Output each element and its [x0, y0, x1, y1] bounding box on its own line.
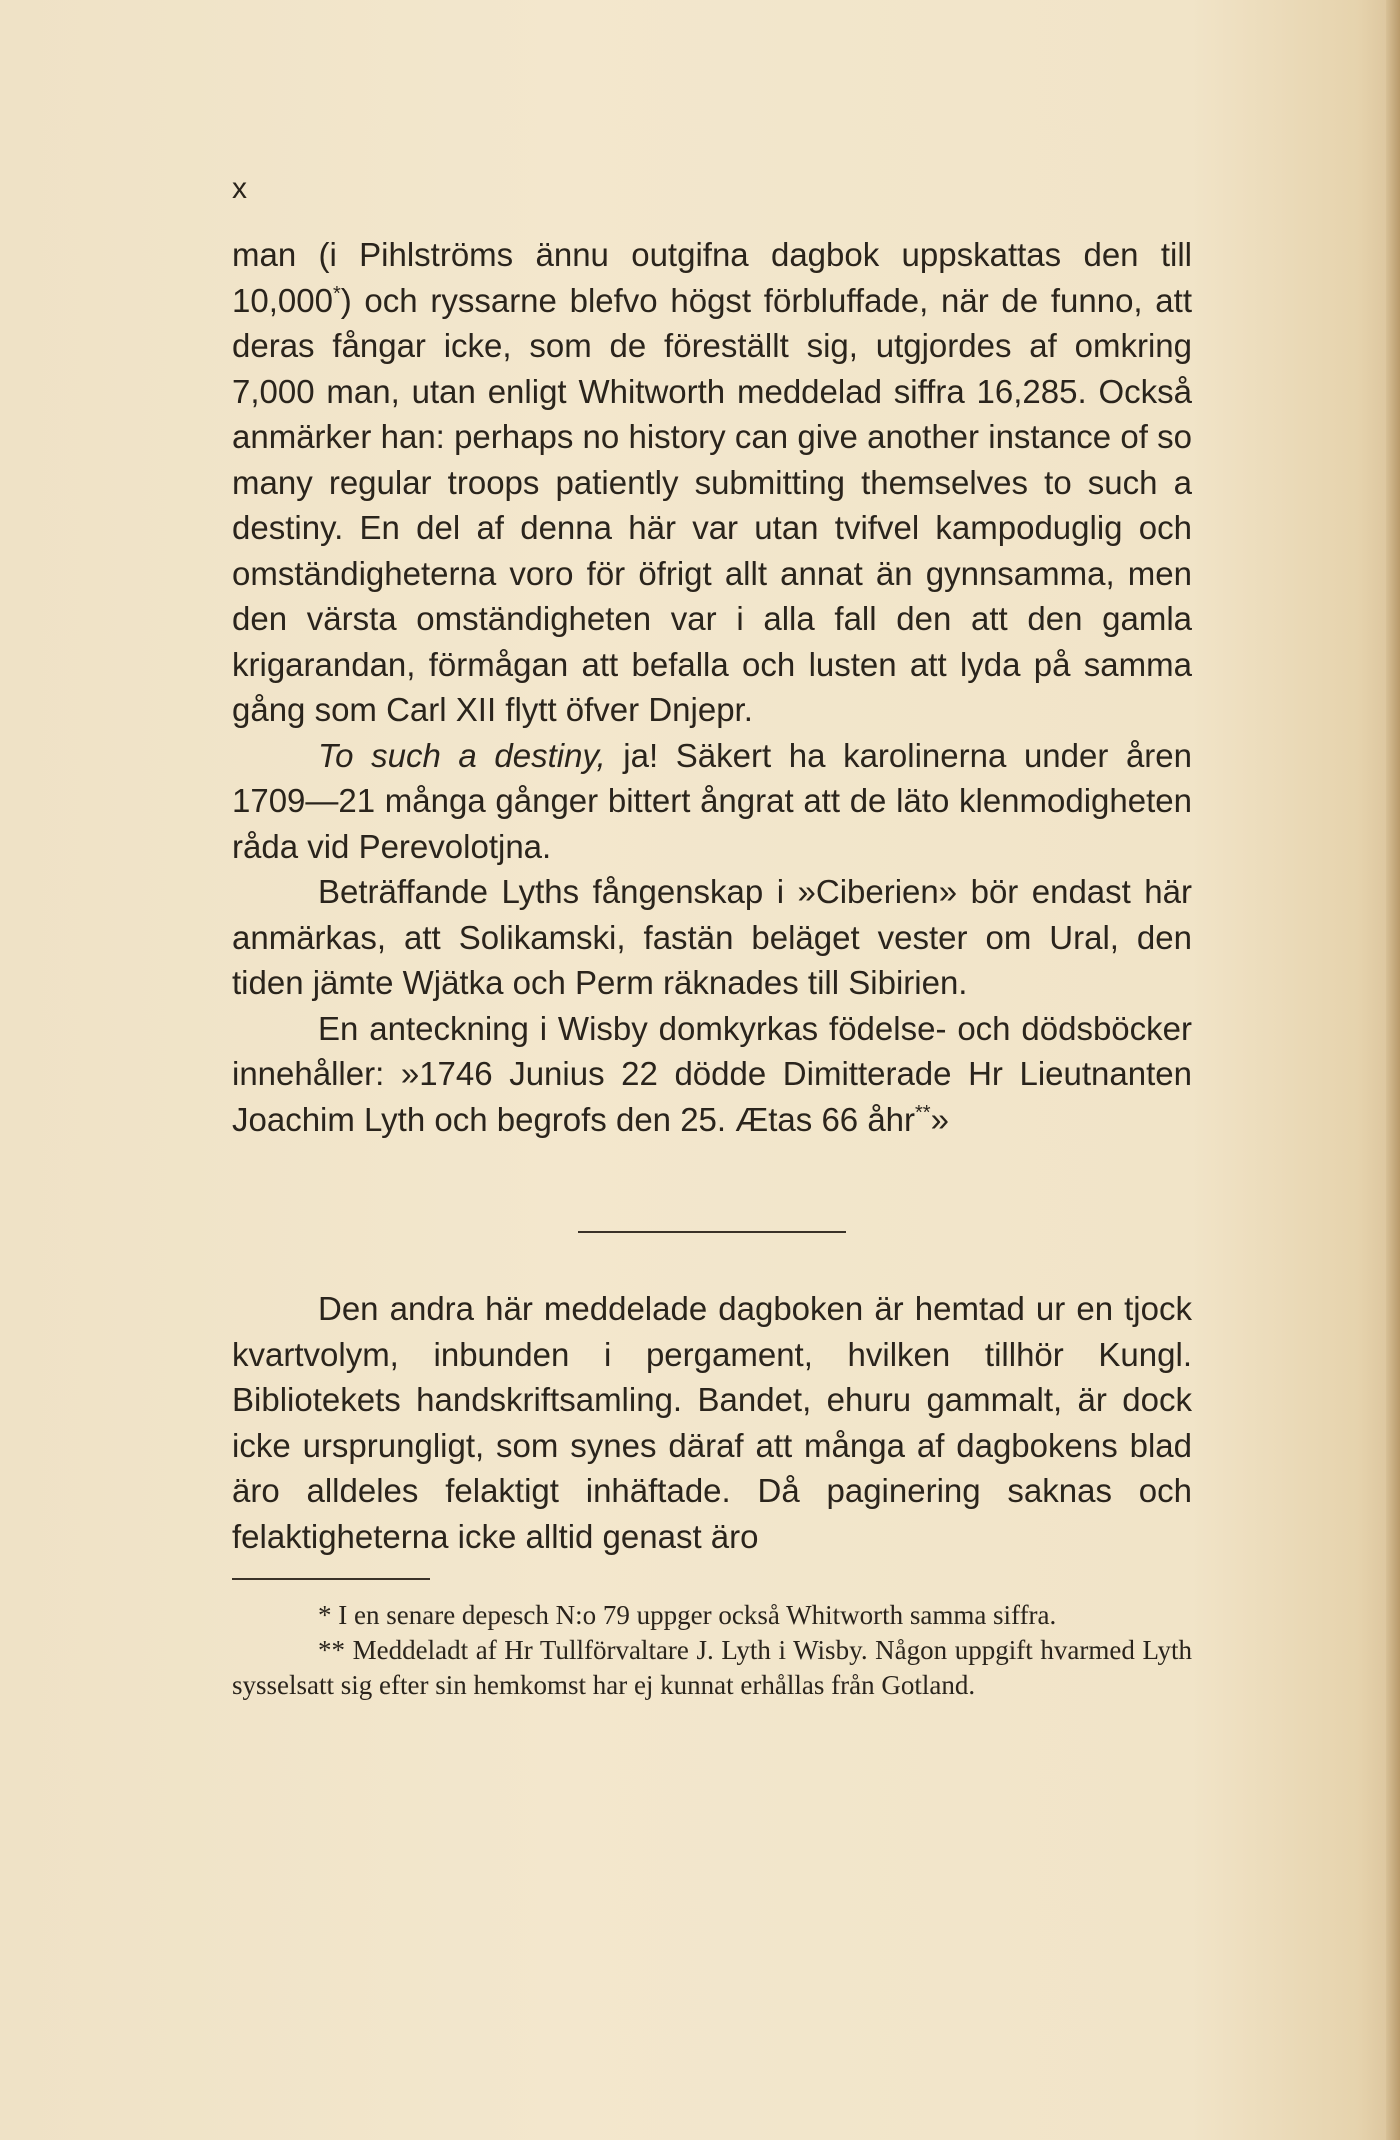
footnote-1: [232, 1598, 1192, 1633]
paragraph-1-start: man (i Pihlströms ännu outgifna dagbok uppskattas den till 10,000: [232, 236, 1192, 319]
footnote-1-mark: *: [318, 1600, 332, 1630]
paragraph-4-end: »: [930, 1100, 949, 1138]
footnote-ref-1: *: [332, 282, 341, 305]
paragraph-1: [232, 232, 1192, 733]
paragraph-2: [232, 733, 1192, 870]
footnote-ref-2: **: [915, 1101, 931, 1124]
paragraph-3: Beträffande Lyths fångenskap i »Ciberien» bör endast här anmärkas, att Solikamski, fastän beläget vester om Ural, den tiden jämte Wjätka och Perm räknades till Sibirien.: [232, 873, 1192, 1001]
main-text-block: [232, 232, 1192, 1142]
paragraph-4-text: En anteckning i Wisby domkyrkas födelse- och dödsböcker innehåller: »1746 Junius 22 dödde Dimitterade Hr Lieutnanten Joachim Lyth och begrofs den 25. Ætas 66 åhr: [232, 1009, 1192, 1138]
page-edge-shadow: [1386, 0, 1400, 2140]
footnote-2-mark: **: [318, 1635, 345, 1665]
page-number: x: [232, 172, 248, 205]
section-divider: [578, 1231, 846, 1233]
footnote-1-text: I en senare depesch N:o 79 uppger också Whitworth samma siffra.: [331, 1600, 1057, 1630]
paragraph-4: [232, 1006, 1192, 1143]
paragraph-2-rest: ja! Säkert ha karolinerna under åren 1709—21 många gånger bittert ångrat att de läto klenmodigheten råda vid Perevolotjna.: [232, 736, 1193, 865]
footnote-divider: [232, 1578, 430, 1580]
second-text-block: [232, 1286, 1192, 1559]
paragraph-5: Den andra här meddelade dagboken är hemtad ur en tjock kvartvolym, inbunden i pergament, hvilken tillhör Kungl. Bibliotekets handskriftsamling. Bandet, ehuru gammalt, är dock icke ursprungligt, som synes däraf att många af dagbokens blad äro alldeles felaktigt inhäftade. Då paginering saknas och felaktigheterna icke alltid genast äro: [232, 1290, 1192, 1555]
footnote-2: [232, 1633, 1192, 1703]
footnotes: [232, 1598, 1192, 1703]
footnote-2-text: Meddeladt af Hr Tullförvaltare J. Lyth i Wisby. Någon uppgift hvarmed Lyth sysselsatt sig efter sin hemkomst har ej kunnat erhållas från Gotland.: [232, 1635, 1192, 1700]
paragraph-1-rest: ) och ryssarne blefvo högst förbluffade, när de funno, att deras fångar icke, som de föreställt sig, utgjordes af omkring 7,000 man, utan enligt Whitworth meddelad siffra 16,285. Också anmärker han: perhaps no history can give another instance of so many regular troops patiently submitting themselves to such a destiny. En del af denna här var utan tvifvel kampoduglig och omständigheterna voro för öfrigt allt annat än gynnsamma, men den värsta omständigheten var i alla fall den att den gamla krigarandan, förmågan att befalla och lusten att lyda på samma gång som Carl XII flytt öfver Dnjepr.: [232, 281, 1192, 728]
paragraph-2-italic: To such a destiny,: [318, 736, 606, 774]
